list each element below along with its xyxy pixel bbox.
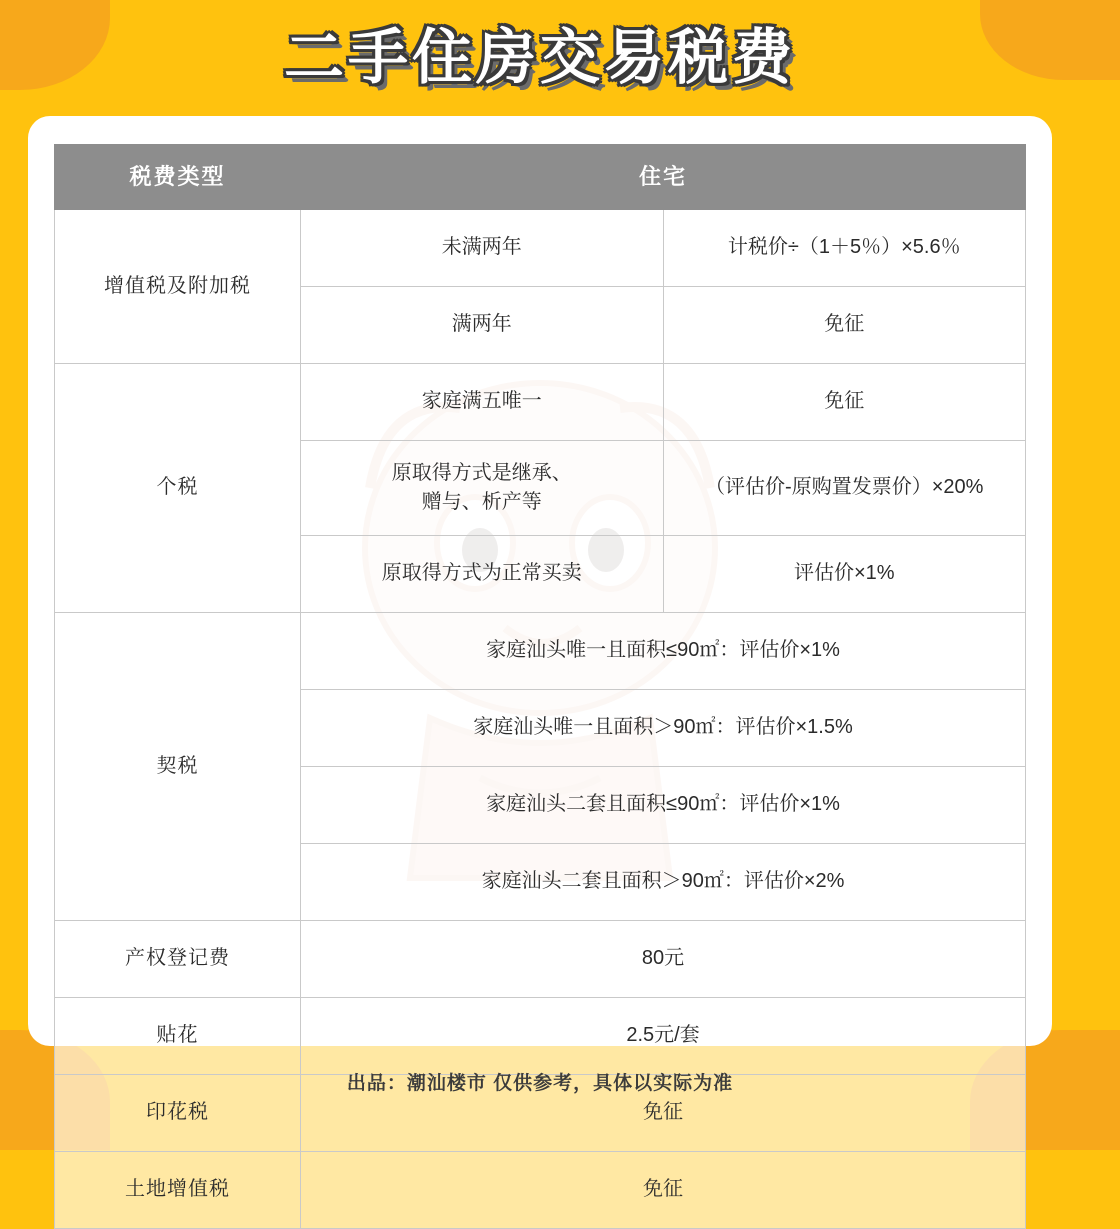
- cell-value: 家庭汕头二套且面积≤90㎡：评估价×1%: [301, 766, 1026, 843]
- cell-value: 家庭汕头二套且面积＞90㎡：评估价×2%: [301, 843, 1026, 920]
- table-header-row: [55, 145, 1026, 210]
- cell-category: 印花税: [55, 1074, 301, 1151]
- cell-category: 契税: [55, 612, 301, 920]
- table-row: [55, 920, 1026, 997]
- table-row: [55, 209, 1026, 286]
- table-row: [55, 363, 1026, 440]
- cell-value: 80元: [301, 920, 1026, 997]
- cell-value: 计税价÷（1＋5％）×5.6％: [663, 209, 1025, 286]
- table-row: [55, 1151, 1026, 1228]
- cell-value: 免征: [301, 1074, 1026, 1151]
- footer-note: 出品：潮汕楼市 仅供参考，具体以实际为准: [346, 1073, 734, 1094]
- cell-category: 增值税及附加税: [55, 209, 301, 363]
- cell-condition: 原取得方式为正常买卖: [301, 535, 663, 612]
- cell-value: （评估价-原购置发票价）×20%: [663, 440, 1025, 535]
- header-tax-type: 税费类型: [55, 145, 301, 210]
- cell-value: 免征: [663, 363, 1025, 440]
- cell-category: 产权登记费: [55, 920, 301, 997]
- cell-value: 评估价×1%: [663, 535, 1025, 612]
- cell-value: 免征: [301, 1151, 1026, 1228]
- cell-value: 家庭汕头唯一且面积＞90㎡：评估价×1.5%: [301, 689, 1026, 766]
- cell-condition: 满两年: [301, 286, 663, 363]
- header-residence: 住宅: [301, 145, 1026, 210]
- table-row: [55, 612, 1026, 689]
- cell-category: 个税: [55, 363, 301, 612]
- cell-condition: 原取得方式是继承、 赠与、析产等: [301, 440, 663, 535]
- tax-table: [54, 144, 1026, 1229]
- cell-category: 土地增值税: [55, 1151, 301, 1228]
- cell-condition: 家庭满五唯一: [301, 363, 663, 440]
- cell-condition: 未满两年: [301, 209, 663, 286]
- cell-value: 免征: [663, 286, 1025, 363]
- cell-value: 2.5元/套: [301, 997, 1026, 1074]
- cell-value: 家庭汕头唯一且面积≤90㎡：评估价×1%: [301, 612, 1026, 689]
- page-title: 二手住房交易税费: [284, 24, 796, 91]
- table-row: [55, 997, 1026, 1074]
- cell-category: 贴花: [55, 997, 301, 1074]
